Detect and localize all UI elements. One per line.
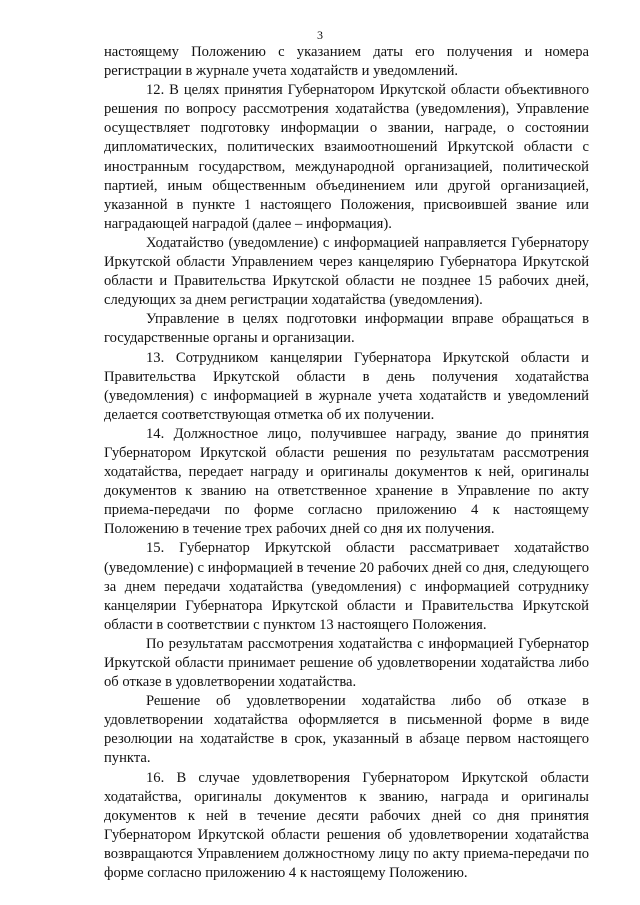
document-body	[104, 43, 589, 883]
page-number: 3	[317, 28, 323, 42]
paragraph-item-14: 14. Должностное лицо, получившее награду, звание до принятия Губернатором Иркутской области решения по результатам рассмотрения ходатайства, передает награду и оригиналы документов к ней, оригиналы документов к званию на ответственное хранение в Управление по акту приема-передачи по форме согласно приложению 4 к настоящему Положению в течение трех рабочих дней со дня их получения.	[104, 425, 589, 538]
paragraph-petition-routing: Ходатайство (уведомление) с информацией направляется Губернатору Иркутской области Управлением через канцелярию Губернатора Иркутской области и Правительства Иркутской области не позднее 15 рабочих дней, следующих за днем регистрации ходатайства (уведомления).	[104, 234, 589, 309]
paragraph-continuation: настоящему Положению с указанием даты его получения и номера регистрации в журнале учета ходатайств и уведомлений.	[104, 44, 589, 80]
paragraph-item-16: 16. В случае удовлетворения Губернатором Иркутской области ходатайства, оригиналы документов к званию, награда и оригиналы документов к ней в течение десяти рабочих дней со дня принятия Губернатором Иркутской области решения об удовлетворении ходатайства возвращаются Управлением должностному лицу по акту приема-передачи по форме согласно приложению 4 к настоящему Положению.	[104, 769, 589, 882]
paragraph-item-15: 15. Губернатор Иркутской области рассматривает ходатайство (уведомление) с информацией в течение 20 рабочих дней со дня, следующего за днем передачи ходатайства (уведомления) с информацией сотруднику канцелярии Губернатора Иркутской области и Правительства Иркутской области в соответствии с пунктом 13 настоящего Положения.	[104, 540, 589, 633]
paragraph-resolution-form: Решение об удовлетворении ходатайства либо об отказе в удовлетворении ходатайства оформляется в письменной форме в виде резолюции на ходатайстве в срок, указанный в абзаце первом настоящего пункта.	[104, 693, 589, 767]
paragraph-item-12: 12. В целях принятия Губернатором Иркутской области объективного решения по вопросу рассмотрения ходатайства (уведомления), Управление осуществляет подготовку информации о звании, награде, о состоянии дипломатических, политических взаимоотношений Иркутской области с иностранным государством, международной организацией, политической партией, иным общественным объединением или другой организацией, указанной в пункте 1 настоящего Положения, присвоившей звание или наградающей наградой (далее – информация).	[104, 82, 589, 232]
paragraph-decision: По результатам рассмотрения ходатайства с информацией Губернатор Иркутской области принимает решение об удовлетворении ходатайства либо об отказе в удовлетворении ходатайства.	[104, 635, 589, 691]
paragraph-department-requests: Управление в целях подготовки информации вправе обращаться в государственные органы и организации.	[104, 311, 589, 347]
paragraph-item-13: 13. Сотрудником канцелярии Губернатора Иркутской области и Правительства Иркутской области в день получения ходатайства (уведомления) с информацией в журнале учета ходатайств и уведомлений делается соответствующая отметка об их получении.	[104, 349, 589, 423]
